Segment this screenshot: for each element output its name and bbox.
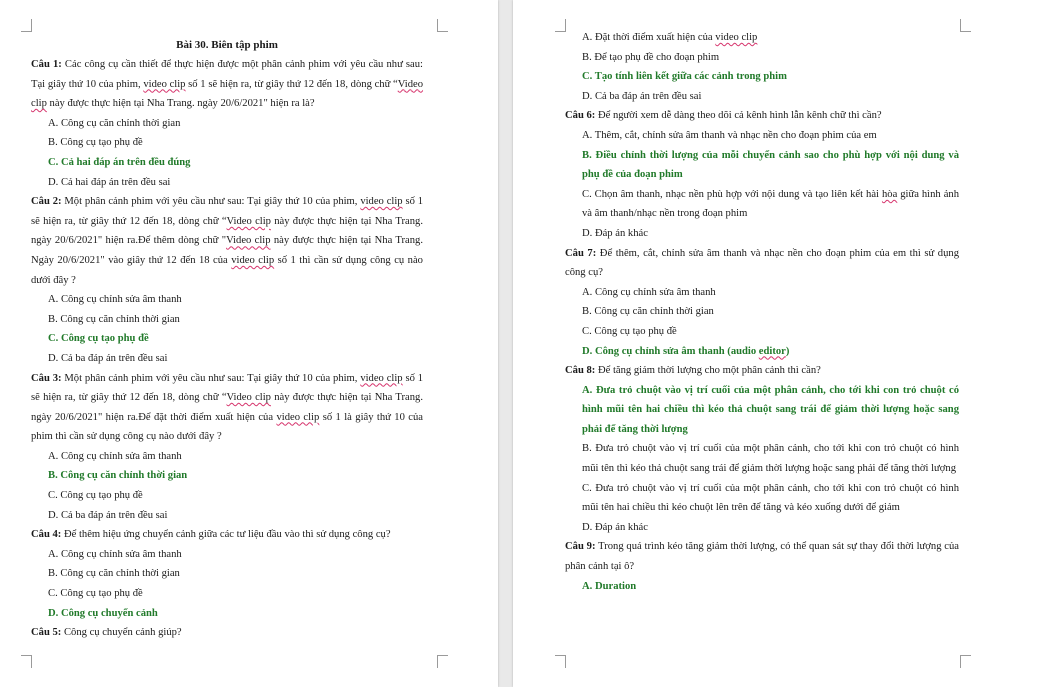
question-1 <box>31 55 423 114</box>
question-label: Câu 3: <box>31 372 62 384</box>
margin-corner-mark <box>960 655 971 668</box>
question-label: Câu 2: <box>31 196 62 208</box>
spellcheck-word: video clip <box>715 32 758 43</box>
spellcheck-word: video clip <box>231 254 275 266</box>
document-page-right <box>513 0 1038 687</box>
question-2 <box>31 192 423 290</box>
question-6 <box>565 106 959 126</box>
option-d: D. Đáp án khác <box>582 521 648 533</box>
option-c <box>565 185 959 224</box>
option-b-correct: B. Điều chỉnh thời lượng của mỗi chuyển cảnh sao cho phù hợp với nội dung và phụ đề của đoạn phim <box>582 149 959 181</box>
question-label: Câu 7: <box>565 247 597 259</box>
margin-corner-mark <box>21 19 32 32</box>
question-text: Công cụ chuyển cảnh giúp? <box>61 627 182 639</box>
question-label: Câu 9: <box>565 541 596 553</box>
question-text: này được thực hiện tại Nha Trang. Ngày 20/6/2021" vào giây thứ 12 đến 18 của <box>31 235 424 266</box>
margin-corner-mark <box>960 19 971 32</box>
spellcheck-word: editor <box>758 345 786 357</box>
question-label: Câu 6: <box>565 110 596 122</box>
option-b: B. Công cụ tạo phụ đề <box>48 137 143 149</box>
option-d: D. Cả ba đáp án trên đều sai <box>48 509 168 521</box>
question-text: Các công cụ cần thiết để thực hiện được một phân cảnh phim với yêu cầu như sau: Tại giây thứ 10 của phim, <box>31 59 423 90</box>
question-text: Để tăng giảm thời lượng cho một phân cảnh thì cần? <box>595 365 821 377</box>
spellcheck-word: video clip <box>143 78 186 90</box>
option-a: A. Công cụ căn chỉnh thời gian <box>48 117 181 129</box>
spellcheck-word: video clip <box>276 411 320 423</box>
option-c: C. Công cụ tạo phụ đề <box>48 490 143 502</box>
question-text: số 1 là giây thứ 10 của phim thì cần sử dụng công cụ nào dưới đây ? <box>31 411 423 443</box>
question-text: số 1 sẽ hiện ra, từ giây thứ 12 đến 18, dòng chữ “ <box>31 372 424 404</box>
document-page-left <box>0 0 498 687</box>
option-d: D. Cả hai đáp án trên đều sai <box>48 176 171 188</box>
question-label: Câu 5: <box>31 627 62 639</box>
page-right-text[interactable] <box>565 28 959 596</box>
question-text: Một phân cảnh phim với yêu cầu như sau: Tại giây thứ 10 của phim, <box>61 372 361 384</box>
question-7 <box>565 244 959 283</box>
spellcheck-word: video clip <box>360 372 403 384</box>
option-b: B. Công cụ căn chỉnh thời gian <box>48 313 180 325</box>
option-b: B. Công cụ căn chỉnh thời gian <box>48 568 180 580</box>
option-c-correct: C. Tạo tính liên kết giữa các cảnh trong phim <box>582 71 787 83</box>
question-text: này được thực hiện tại Nha Trang. ngày 20/6/2021" hiện ra.Để thêm dòng chữ " <box>31 215 423 247</box>
option-text: giữa hình ảnh và âm thanh/nhạc nền trong đoạn phim <box>582 188 959 220</box>
question-text: số 1 sẽ hiện ra, từ giây thứ 12 đến 18, dòng chữ “ <box>185 78 398 90</box>
question-label: Câu 1: <box>31 59 62 70</box>
option-a: A. Công cụ chỉnh sửa âm thanh <box>48 294 182 306</box>
question-8 <box>565 361 959 381</box>
margin-corner-mark <box>555 655 566 668</box>
question-9 <box>565 537 959 576</box>
spellcheck-word: hòa <box>881 188 898 200</box>
page-left-text[interactable] <box>31 36 423 643</box>
option-a: A. Thêm, cắt, chỉnh sửa âm thanh và nhạc nền cho đoạn phim của em <box>582 129 877 141</box>
option-a: A. Công cụ chỉnh sửa âm thanh <box>48 548 182 560</box>
option-b: B. Công cụ căn chỉnh thời gian <box>582 306 714 318</box>
option-text: A. Đặt thời điểm xuất hiện của <box>582 32 716 43</box>
spellcheck-word: Video clip <box>226 392 271 404</box>
option-b: B. Đưa trỏ chuột vào vị trí cuối của một phân cảnh, cho tới khi con trỏ chuột có hình mũi tên thì kéo thả chuột sang trái để giảm thời lượng hoặc sang phải để tăng thời lượng <box>582 443 959 475</box>
option-c: C. Công cụ tạo phụ đề <box>582 325 677 337</box>
option-c: C. Đưa trỏ chuột vào vị trí cuối của một phân cảnh, cho tới khi con trỏ chuột có hình mũi tên hai chiều thì kéo chuột lên trên để tăng và kéo xuống dưới để giảm <box>582 482 959 514</box>
spellcheck-word: Video clip <box>226 215 271 227</box>
option-b: B. Để tạo phụ đề cho đoạn phim <box>582 51 720 63</box>
option-c-correct: C. Cả hai đáp án trên đều đúng <box>48 156 191 168</box>
margin-corner-mark <box>437 655 448 668</box>
question-text: số 1 thì cần sử dụng công cụ nào dưới đây ? <box>31 254 423 286</box>
spellcheck-word: Video clip <box>31 78 424 110</box>
option-text: ) <box>785 345 790 357</box>
option-c: C. Công cụ tạo phụ đề <box>48 588 143 600</box>
margin-corner-mark <box>437 19 448 32</box>
option-a: A. Công cụ chỉnh sửa âm thanh <box>582 286 716 298</box>
question-text: Để thêm, cắt, chỉnh sửa âm thanh và nhạc nền cho đoạn phim của em thì sử dụng công cụ? <box>565 247 959 279</box>
question-text: Để thêm hiệu ứng chuyển cảnh giữa các tư liệu đầu vào thì sử dụng công cụ? <box>61 529 391 541</box>
option-d: D. Cả ba đáp án trên đều sai <box>48 352 168 364</box>
question-text: Trong quá trình kéo tăng giảm thời lượng, có thể quan sát sự thay đổi thời lượng của phân cảnh tại ô? <box>565 541 959 573</box>
option-a <box>565 28 959 48</box>
option-d-correct <box>565 342 959 362</box>
question-text: số 1 sẽ hiện ra, từ giây thứ 12 đến 18, dòng chữ “ <box>31 196 424 227</box>
margin-corner-mark <box>21 655 32 668</box>
spellcheck-word: Video clip <box>226 235 271 247</box>
question-text: này được thực hiện tại Nha Trang. ngày 20/6/2021" hiện ra là? <box>46 98 315 110</box>
option-text: C. Chọn âm thanh, nhạc nền phù hợp với nội dung và tạo liên kết hài <box>582 188 882 200</box>
option-d-correct: D. Công cụ chuyển cảnh <box>48 607 158 619</box>
option-a-correct: A. Đưa trỏ chuột vào vị trí cuối của một phân cảnh, cho tới khi con trỏ chuột có hình mũi tên hai chiều thì kéo thả chuột sang trái để giảm thời lượng hoặc sang phải để tăng thời lượng <box>582 384 959 435</box>
question-text: Để người xem dễ dàng theo dõi cả kênh hình lẫn kênh chữ thì cần? <box>595 110 882 122</box>
option-d: D. Đáp án khác <box>582 227 648 239</box>
question-5 <box>31 623 423 643</box>
question-text: Một phân cảnh phim với yêu cầu như sau: Tại giây thứ 10 của phim, <box>61 196 361 208</box>
question-label: Câu 4: <box>31 529 62 541</box>
option-b-correct: B. Công cụ căn chỉnh thời gian <box>48 470 188 482</box>
question-4 <box>31 525 423 545</box>
document-title: Bài 30. Biên tập phim <box>176 39 278 51</box>
question-text: này được thực hiện tại Nha Trang. ngày 20/6/2021" hiện ra.Để đặt thời điểm xuất hiện của <box>31 392 423 423</box>
option-c-correct: C. Công cụ tạo phụ đề <box>48 333 149 345</box>
question-label: Câu 8: <box>565 365 596 377</box>
question-3 <box>31 369 423 447</box>
option-d: D. Cả ba đáp án trên đều sai <box>582 90 702 102</box>
option-text: D. Công cụ chỉnh sửa âm thanh (audio <box>582 345 759 357</box>
option-a: A. Công cụ chỉnh sửa âm thanh <box>48 450 182 462</box>
option-a-correct: A. Duration <box>582 580 637 592</box>
spellcheck-word: video clip <box>360 196 403 208</box>
